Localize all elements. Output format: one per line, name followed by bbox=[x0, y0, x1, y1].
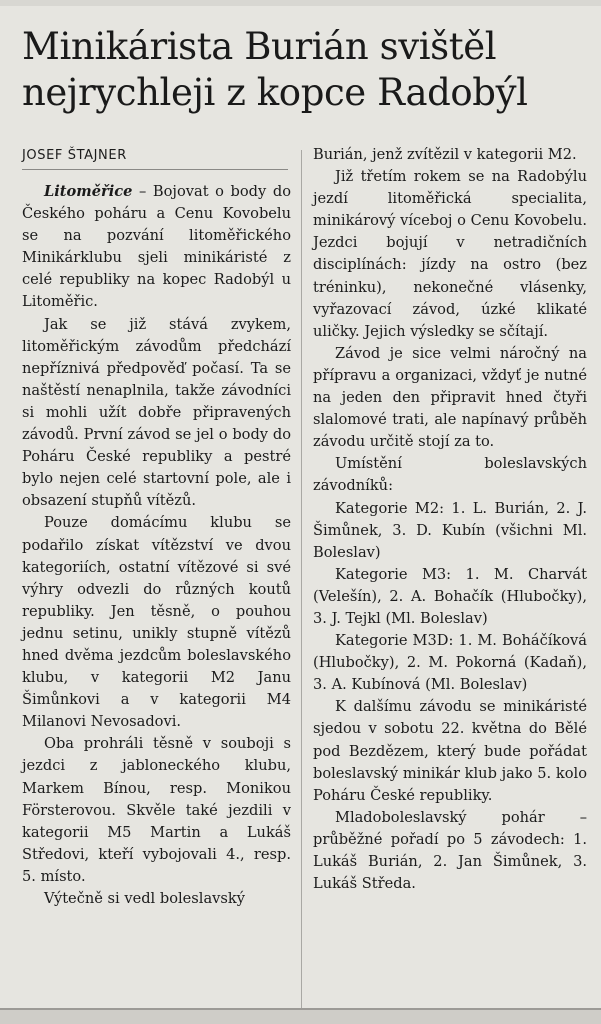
results-m3: Kategorie M3: 1. M. Charvát (Velešín), 2. A. Bohačík (Hlubočky), 3. J. Tejkl (Ml. Boleslav) bbox=[313, 565, 587, 627]
results-m2: Kategorie M2: 1. L. Burián, 2. J. Šimůnek, 3. D. Kubín (všichni Ml. Boleslav) bbox=[313, 499, 587, 561]
paragraph-1 bbox=[22, 181, 291, 314]
page-bottom-edge bbox=[0, 1008, 601, 1024]
dateline: Litoměřice bbox=[44, 183, 133, 200]
column-divider bbox=[301, 150, 302, 1008]
article-column-left bbox=[22, 181, 291, 910]
article-column-right bbox=[313, 144, 587, 895]
paragraph-2: Jak se již stává zvykem, litoměřickým závodům předchází nepříznivá předpověď počasí. Ta se naštěstí nenaplnila, takže závodníci si mohli užít dobře připravených závodů. První závod se jel o body do Poháru České republiky a pestré bylo nejen celé startovní pole, ale i obsazení stupňů vítězů. bbox=[22, 315, 291, 510]
paragraph-5: Výtečně si vedl boleslavský bbox=[44, 890, 245, 907]
article-headline: Minikárista Burián svištěl nejrychleji z kopce Radobýl bbox=[22, 25, 528, 114]
paragraph-3: Pouze domácímu klubu se podařilo získat vítězství ve dvou kategoriích, ostatní vítězové si své výhry odvezli do různých koutů republiky. Jen těsně, o pouhou jednu setinu, unikly stupně vítězů hned dvěma jezdcům boleslavského klubu, v kategorii M2 Janu Šimůnkovi a v kategorii M4 Milanovi Nevosadovi. bbox=[22, 514, 291, 731]
paragraph-5-continued: Burián, jenž zvítězil v kategorii M2. bbox=[313, 146, 577, 163]
article-byline: JOSEF ŠTAJNER bbox=[22, 148, 288, 170]
paragraph-1-text: – Bojovat o body do Českého poháru a Cenu Kovobelu se na pozvání litoměřického Minikárklubu sjeli minikáristé z celé republiky na kopec Radobýl u Litoměřic. bbox=[22, 183, 291, 311]
page-top-edge bbox=[0, 0, 601, 6]
results-m3d: Kategorie M3D: 1. M. Boháčíková (Hlubočky), 2. M. Pokorná (Kadaň), 3. A. Kubínová (Ml. Boleslav) bbox=[313, 632, 587, 694]
paragraph-4: Oba prohráli těsně v souboji s jezdci z jabloneckého klubu, Markem Bínou, resp. Monikou Försterovou. Skvěle také jezdili v kategorii M5 Martin a Lukáš Středovi, kteří vybojovali 4., resp. 5. místo. bbox=[22, 735, 291, 885]
paragraph-7: Závod je sice velmi náročný na přípravu a organizaci, vždyť je nutné na jeden den připravit hned čtyři slalomové trati, ale napínavý průběh závodu určitě stojí za to. bbox=[313, 344, 587, 451]
results-heading: Umístění boleslavských závodníků: bbox=[313, 455, 587, 495]
paragraph-cup-standings: Mladoboleslavský pohár – průběžné pořadí po 5 závodech: 1. Lukáš Burián, 2. Jan Šimůnek, 3. Lukáš Středa. bbox=[313, 808, 587, 893]
paragraph-6: Již třetím rokem se na Radobýlu jezdí litoměřická specialita, minikárový víceboj o Cenu Kovobelu. Jezdci bojují v netradičních disciplínách: jízdy na ostro (bez tréninku), nekonečné vlásenky, vyřazovací závod, úzké klikaté uličky. Jejich výsledky se sčítají. bbox=[313, 168, 587, 340]
paragraph-next-race: K dalšímu závodu se minikáristé sjedou v sobotu 22. května do Bělé pod Bezdězem, který bude pořádat boleslavský minikár klub jako 5. kolo Poháru České republiky. bbox=[313, 698, 587, 804]
